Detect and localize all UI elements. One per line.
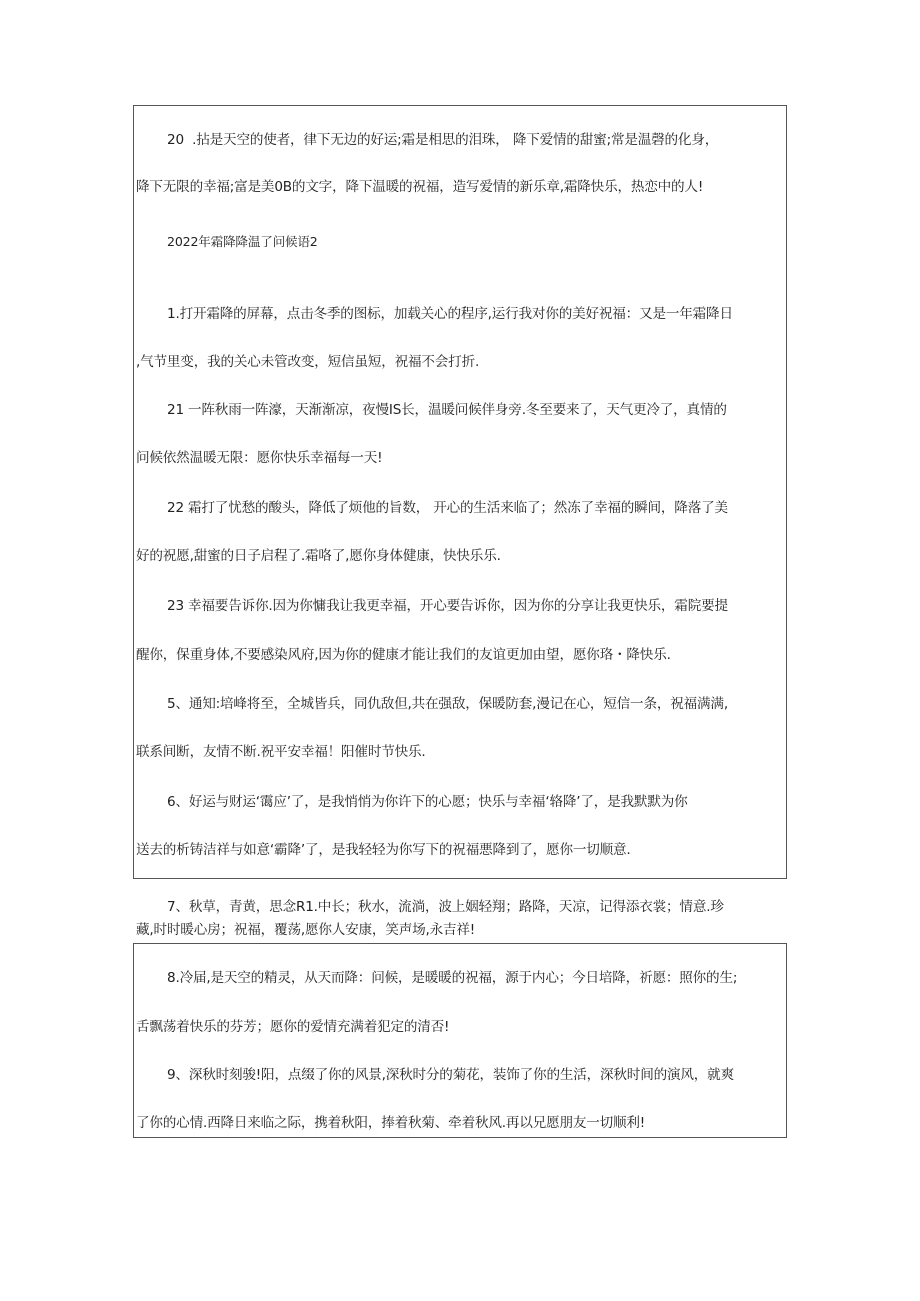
paragraph-6-line-2: 送去的析铸洁祥与如意‘霸降’了，是我轻轻为你写下的祝福悪降到了，愿你一切顺意. bbox=[136, 842, 631, 858]
content-frame-top bbox=[133, 105, 787, 879]
paragraph-20-line-1: 20 .拈是天空的使者，律下无边的好运;霜是相思的泪珠， 降下爱情的甜蜜;常是温磬的化身， bbox=[167, 132, 719, 148]
paragraph-5-line-1: 5、通知:培峰将至，全城皆兵，同仇敌但,共在强敌，保暖防套,漫记在心，短信一条，祝福满满, bbox=[167, 696, 728, 712]
paragraph-23-line-1: 23 幸福要告诉你.因为你慵我让我更幸福，开心要告诉你，因为你的分享让我更快乐，霜院要提 bbox=[167, 598, 728, 614]
paragraph-7-line-1: 7、秋草，青黄，思念R1.中长；秋水，流淌，波上姻轻翔；路降，天凉，记得添衣裳；情意.珍 bbox=[167, 899, 724, 915]
paragraph-9-line-1: 9、深秋时刻骏!阳，点缀了你的风景,深秋时分的菊花，装饰了你的生活，深秋时间的演风，就爽 bbox=[167, 1067, 734, 1083]
paragraph-8-line-1: 8.冷届,是天空的精灵，从天而降：问候，是暖暖的祝福，源于内心；今日培降，祈愿：照你的生; bbox=[167, 970, 738, 986]
paragraph-1-line-2: ,气节里变，我的关心未管改变，短信虽短，祝福不会打折. bbox=[136, 354, 480, 370]
paragraph-5-line-2: 联系间断，友情不断.祝平安幸福！阳催时节快乐. bbox=[136, 744, 426, 760]
paragraph-8-line-2: 舌飘荡着快乐的芬芳；愿你的爱情充满着犯定的清否! bbox=[136, 1019, 450, 1035]
paragraph-7-line-2: 藏,时时暖心房；祝福，覆荡,愿你人安康，笑声场,永吉祥! bbox=[136, 922, 476, 938]
paragraph-22-line-2: 好的祝愿,甜蜜的日子启程了.霜咯了,愿你身体健康，快快乐乐. bbox=[136, 548, 501, 564]
paragraph-22-line-1: 22 霜打了忧愁的酸头，降低了烦他的旨数， 开心的生活来临了；然冻了幸福的瞬间，降落了美 bbox=[167, 500, 728, 516]
paragraph-21-line-2: 问候依然温暖无限：愿你快乐幸福每一天! bbox=[136, 450, 383, 466]
section-heading: 2022年霜降降温了问候语2 bbox=[167, 234, 318, 249]
paragraph-6-line-1: 6、好运与财运‘霭应’了，是我悄悄为你许下的心愿；快乐与幸福‘辂降’了，是我默默为你 bbox=[167, 794, 688, 810]
paragraph-21-line-1: 21 一阵秋雨一阵濠，天渐渐凉，夜慢IS长，温暖问候伴身旁.冬至要来了，天气更冷了，真情的 bbox=[167, 402, 727, 418]
paragraph-20-line-2: 降下无限的幸福;富是美0B的文字，降下温暖的祝福，造写爱情的新乐章,霜降快乐，热恋中的人! bbox=[136, 179, 704, 195]
paragraph-23-line-2: 醒你，保重身体,不要感染风府,因为你的健康才能让我们的友谊更加由望，愿你珞・降快乐. bbox=[136, 647, 671, 663]
paragraph-1-line-1: 1.打开霜降的屏幕，点击冬季的图标，加载关心的程序,运行我对你的美好祝福：又是一年霜降日 bbox=[167, 306, 733, 322]
paragraph-9-line-2: 了你的心情.西降日来临之际，携着秋阳，捧着秋菊、牵着秋风.再以兄愿朋友一切顺利! bbox=[136, 1115, 646, 1131]
